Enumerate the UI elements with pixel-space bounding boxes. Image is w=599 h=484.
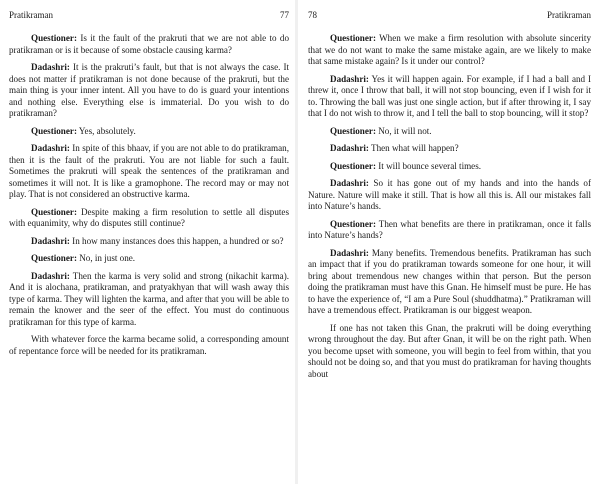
paragraph xyxy=(308,74,591,120)
paragraph-text: Many benefits. Tremendous benefits. Pratikraman has such an impact that if you do pratikraman towards someone for one hour, it will bring about tremendous new changes within that person. But the person doing the pratikraman must have this Gnan. He himself must be pure. He has to have the experience of, “I am a Pure Soul (shuddhatma).” Pratikraman will have a tremendous effect. Pratikraman is our biggest weapon. xyxy=(308,247,591,315)
speaker-label: Questioner: xyxy=(330,218,376,229)
paragraph xyxy=(9,253,289,265)
speaker-label: Dadashri: xyxy=(330,178,369,188)
paragraph xyxy=(308,323,591,381)
paragraph xyxy=(308,161,591,173)
paragraph-text: In how many instances does this happen, a hundred or so? xyxy=(69,235,284,246)
paragraph xyxy=(308,178,591,213)
left-page-body xyxy=(9,33,289,357)
paragraph xyxy=(9,126,289,138)
page-gutter xyxy=(295,0,298,484)
paragraph xyxy=(9,236,289,248)
right-page-body xyxy=(308,33,591,380)
speaker-label: Dadashri: xyxy=(330,143,369,153)
page-number: 78 xyxy=(308,10,317,20)
paragraph-text: In spite of this bhaav, if you are not able to do pratikraman, then it is the fault of the prakruti. You are not liable for such a fault. Sometimes the prakruti will speak the sentences of the pratikraman and sometimes it will not. It is like a gramophone. The record may or may not play. That is not considered an obstructive karma. xyxy=(9,143,289,199)
paragraph xyxy=(9,271,289,329)
paragraph-text: So it has gone out of my hands and into the hands of Nature. Nature will make it still. That is how all this is. All our mistakes fall into Nature’s hands. xyxy=(308,178,591,211)
left-page xyxy=(0,0,293,484)
speaker-label: Questioner: xyxy=(31,33,77,43)
paragraph-text: Yes it will happen again. For example, if I had a ball and I threw it, once I throw that ball, it will not stop bouncing, even if I wish for it to. Throwing the ball was just one single action, but if after throwing it, I say that I do not wish to throw it, and I tell the ball to stop bouncing, will it stop? xyxy=(308,73,591,118)
running-title: Pratikraman xyxy=(547,10,591,20)
paragraph-text: With whatever force the karma became solid, a corresponding amount of repentance force will be needed for its pratikraman. xyxy=(9,334,289,356)
paragraph xyxy=(308,248,591,317)
speaker-label: Dadashri: xyxy=(31,143,70,153)
paragraph xyxy=(9,62,289,120)
running-title: Pratikraman xyxy=(9,10,53,20)
paragraph-text: It is the prakruti’s fault, but that is not always the case. It does not matter if pratikraman is not done because of the prakruti, but the main thing is your inner intent. All you have to do is guard your intentions and nothing else. Everything else is immaterial. Do you wish to do pratikraman? xyxy=(9,62,289,118)
right-page xyxy=(300,0,599,484)
paragraph-text: Yes, absolutely. xyxy=(76,125,136,136)
speaker-label: Questioner: xyxy=(31,253,77,263)
paragraph-text: Then what benefits are there in pratikraman, once it falls into Nature’s hands? xyxy=(308,218,591,240)
speaker-label: Dadashri: xyxy=(330,247,369,258)
paragraph-text: It will bounce several times. xyxy=(375,160,482,171)
paragraph xyxy=(308,33,591,68)
paragraph-text: Despite making a firm resolution to settle all disputes with equanimity, why do disputes still continue? xyxy=(9,206,289,228)
paragraph-text: If one has not taken this Gnan, the prakruti will be doing everything wrong throughout the day. But after Gnan, it will be on the right path. When you become upset with someone, you will begin to feel from within, that you should not be doing so, and that you must do pratikraman for having thoughts about xyxy=(308,322,591,379)
speaker-label: Questioner: xyxy=(330,125,376,136)
paragraph-text: Then what will happen? xyxy=(368,143,459,153)
paragraph xyxy=(9,334,289,357)
right-page-header xyxy=(308,10,591,21)
paragraph-text: When we make a firm resolution with absolute sincerity that we do not want to make the same mistake again, are we likely to make that same mistake again? Is it under our control? xyxy=(308,33,591,66)
paragraph-text: No, it will not. xyxy=(375,125,432,136)
paragraph xyxy=(308,143,591,155)
paragraph xyxy=(9,33,289,56)
speaker-label: Questioner: xyxy=(330,160,376,171)
page-number: 77 xyxy=(280,10,289,20)
left-page-header xyxy=(9,10,289,21)
speaker-label: Dadashri: xyxy=(31,270,70,281)
speaker-label: Dadashri: xyxy=(31,235,70,246)
speaker-label: Dadashri: xyxy=(31,62,70,72)
speaker-label: Questioner: xyxy=(330,33,376,43)
paragraph-text: Is it the fault of the prakruti that we are not able to do pratikraman or is it because of some obstacle causing karma? xyxy=(9,33,289,55)
paragraph xyxy=(9,143,289,201)
paragraph-text: Then the karma is very solid and strong (nikachit karma). And it is alochana, pratikraman, and pratyakhyan that will wash away this type of karma. They will lighten the karma, and after that you will be able to remain the knower and the seer of the effect. You must do continuous pratikraman for this type of karma. xyxy=(9,270,289,327)
paragraph xyxy=(308,219,591,242)
paragraph xyxy=(308,126,591,138)
speaker-label: Dadashri: xyxy=(330,73,369,84)
paragraph xyxy=(9,207,289,230)
speaker-label: Questioner: xyxy=(31,125,77,136)
paragraph-text: No, in just one. xyxy=(76,253,136,263)
speaker-label: Questioner: xyxy=(31,206,77,217)
